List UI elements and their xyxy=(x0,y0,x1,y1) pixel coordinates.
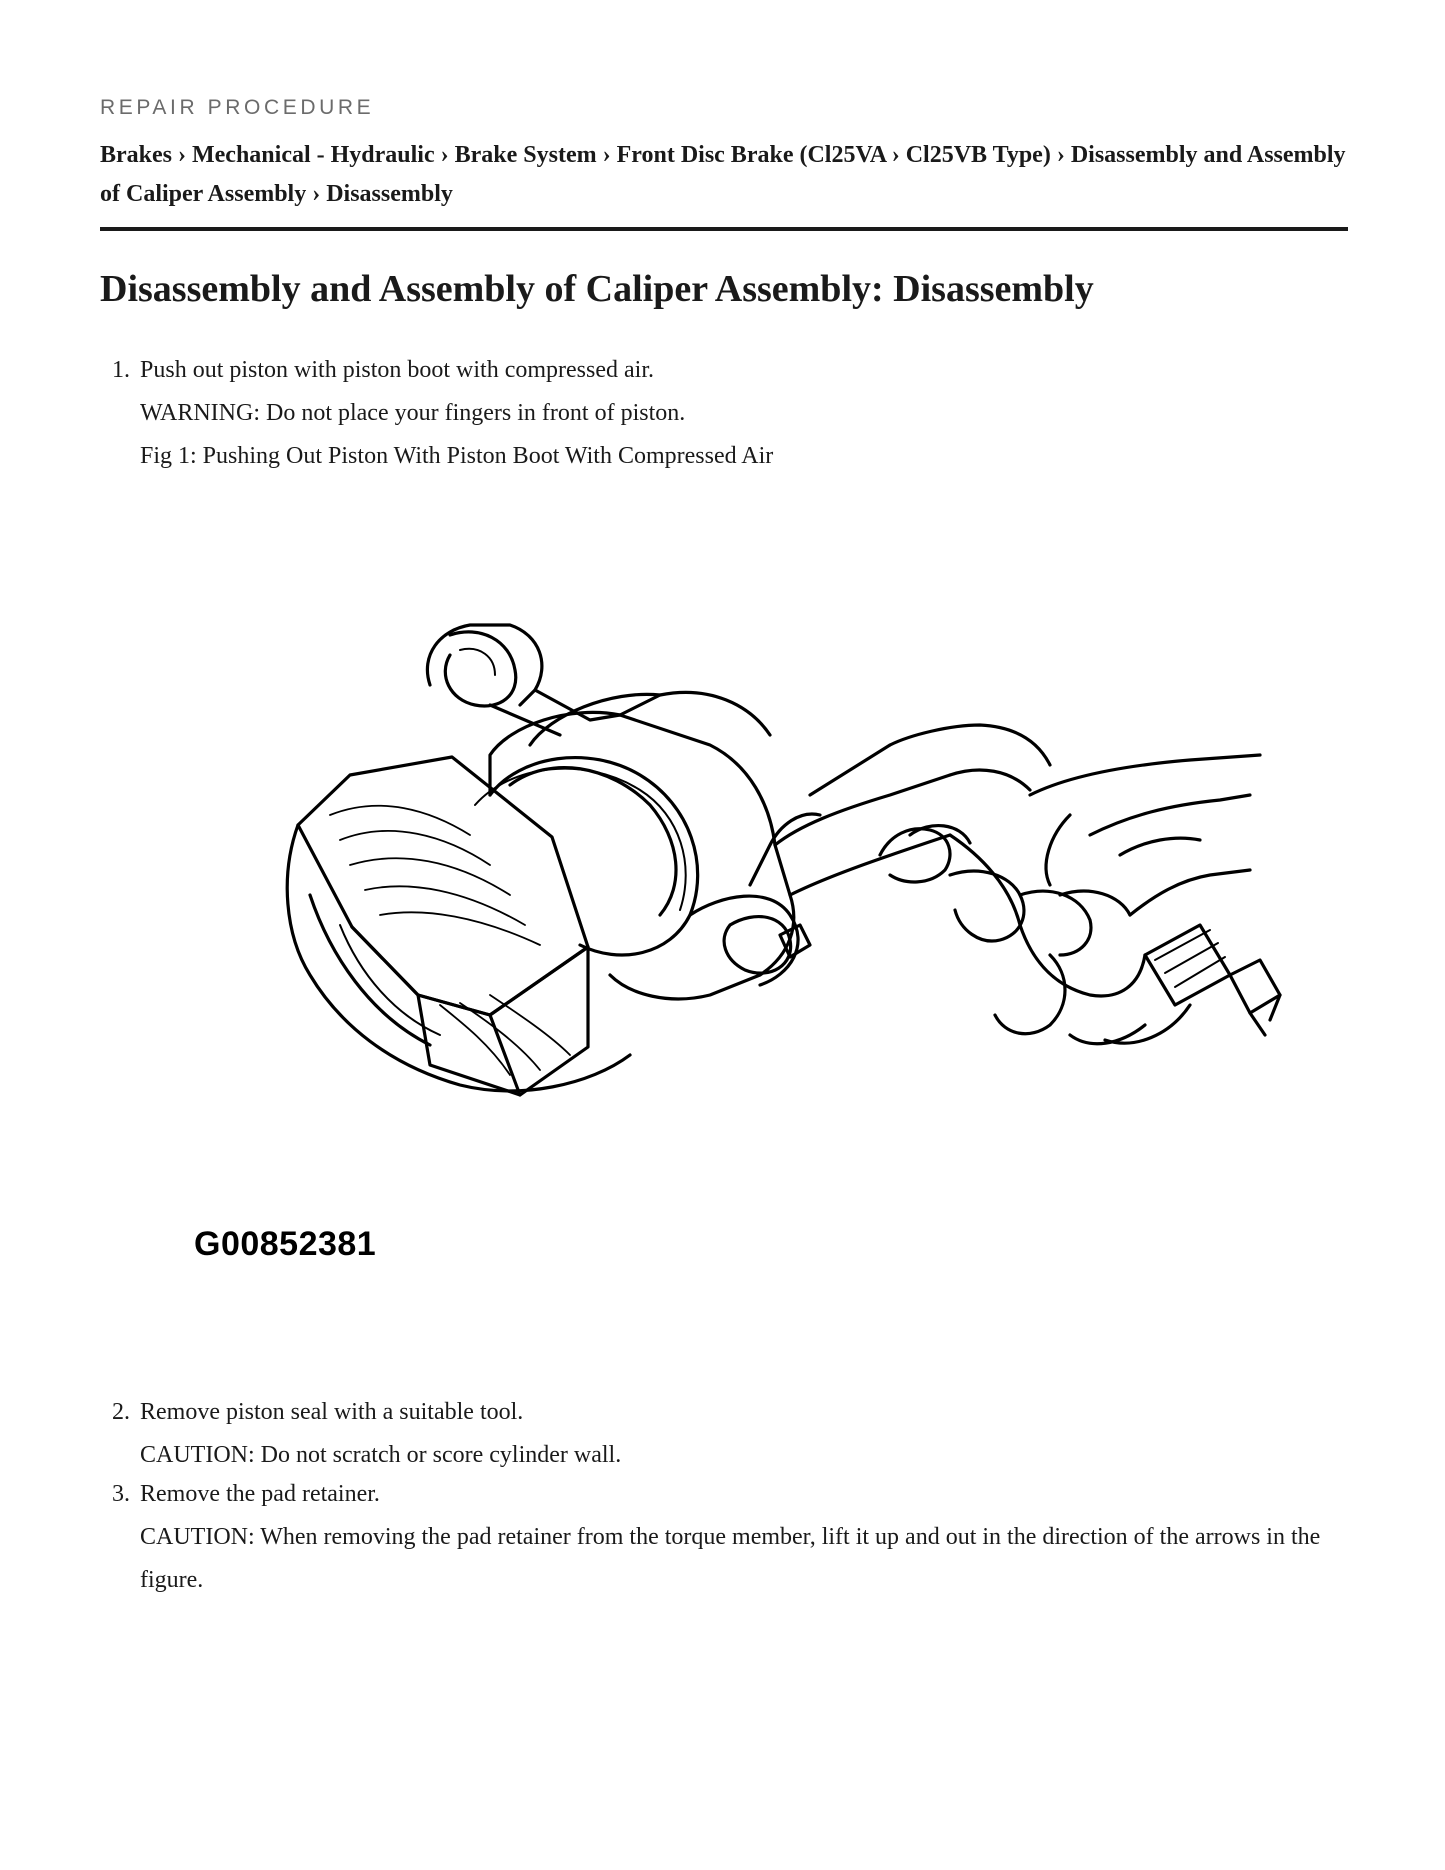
step-caution: CAUTION: When removing the pad retainer from the torque member, lift it up and out in the direction of the arrows in the figure. xyxy=(140,1524,1321,1593)
section-eyebrow: REPAIR PROCEDURE xyxy=(100,96,375,119)
caliper-figure xyxy=(190,595,1390,1285)
step-text: Remove piston seal with a suitable tool. xyxy=(140,1399,524,1425)
figure-caption: Fig 1: Pushing Out Piston With Piston Boot With Compressed Air xyxy=(140,443,774,469)
breadcrumb: Brakes › Mechanical - Hydraulic › Brake System › Front Disc Brake (Cl25VA › Cl25VB Type) › Disassembly and Assembly of Caliper Assembly › Disassembly xyxy=(100,142,1346,207)
step-caution: CAUTION: Do not scratch or score cylinder wall. xyxy=(140,1442,622,1468)
step-number: 1. xyxy=(112,357,130,383)
step-list xyxy=(100,349,1348,478)
header-divider xyxy=(100,227,1348,231)
step-item xyxy=(100,349,1348,478)
page-title: Disassembly and Assembly of Caliper Assembly: Disassembly xyxy=(100,268,1094,310)
step-number: 2. xyxy=(112,1399,130,1425)
step-item xyxy=(100,1391,1348,1477)
step-text: Push out piston with piston boot with compressed air. xyxy=(140,357,654,383)
step-list-continued xyxy=(100,1391,1348,1602)
figure-code: G00852381 xyxy=(194,1225,377,1263)
step-warning: WARNING: Do not place your fingers in front of piston. xyxy=(140,400,686,426)
step-number: 3. xyxy=(112,1481,130,1507)
step-text: Remove the pad retainer. xyxy=(140,1481,380,1507)
step-item xyxy=(100,1473,1348,1602)
caliper-air-gun-illustration xyxy=(190,595,1390,1285)
